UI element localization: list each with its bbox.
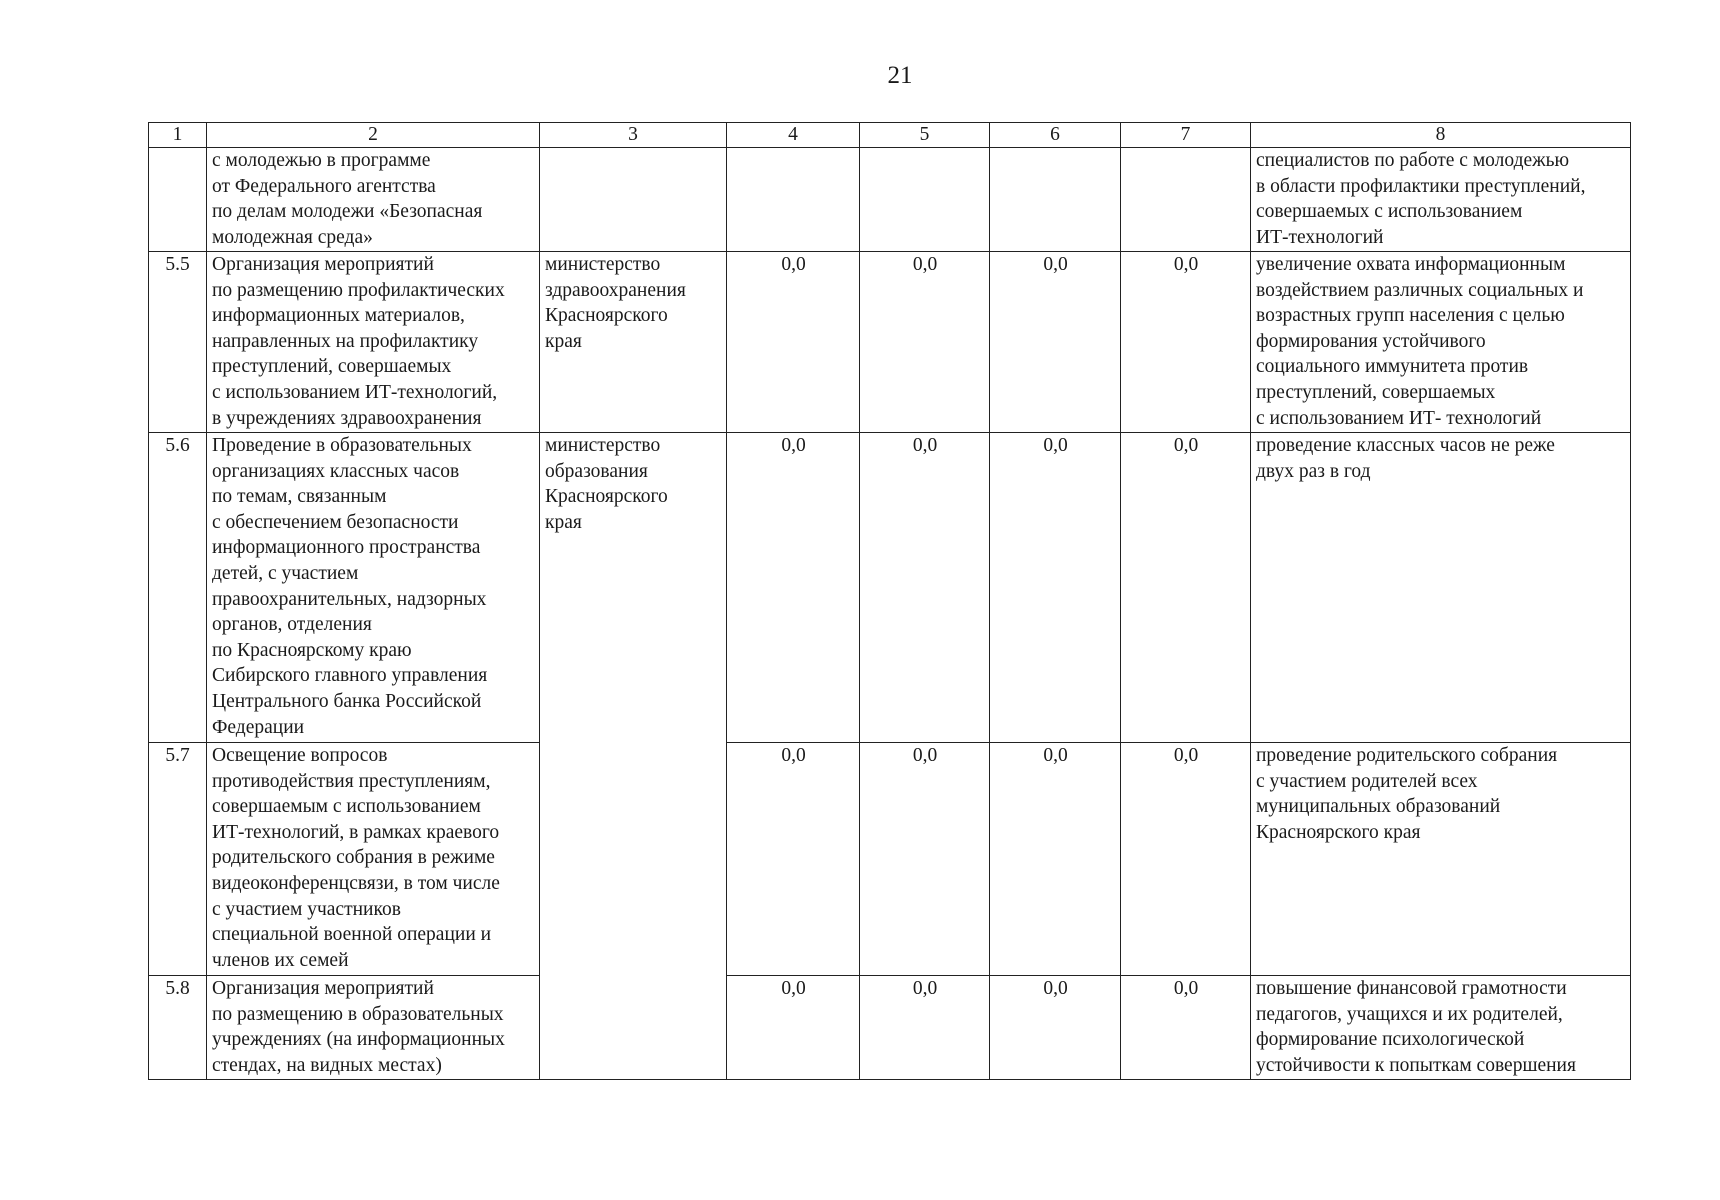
- value-cell-4: 0,0: [727, 252, 860, 433]
- event-cell: Освещение вопросов противодействия преступлениям, совершаемым с использованием ИТ-технологий, в рамках краевого родительского собрания в режиме видеоконференцсвязи, в том числе с участием участников специальной военной операции и членов их семей: [207, 743, 540, 976]
- event-cell: Организация мероприятий по размещению в образовательных учреждениях (на информационных стендах, на видных местах): [207, 976, 540, 1080]
- column-number: 3: [540, 123, 727, 148]
- row-number: 5.8: [149, 976, 207, 1080]
- table-row: [149, 148, 1631, 252]
- table-row: [149, 252, 1631, 433]
- value-cell-6: [990, 148, 1121, 252]
- column-number: 2: [207, 123, 540, 148]
- table-row: [149, 976, 1631, 1080]
- column-number-row: [149, 123, 1631, 148]
- value-cell-6: 0,0: [990, 743, 1121, 976]
- value-cell-7: 0,0: [1121, 252, 1251, 433]
- column-number: 8: [1251, 123, 1631, 148]
- value-cell-4: 0,0: [727, 976, 860, 1080]
- measures-table: [148, 122, 1631, 1080]
- row-number: 5.6: [149, 433, 207, 743]
- event-cell: Проведение в образовательных организациях классных часов по темам, связанным с обеспечением безопасности информационного пространства детей, с участием правоохранительных, надзорных органов, отделения по Красноярскому краю Сибирского главного управления Центрального банка Российской Федерации: [207, 433, 540, 743]
- column-number: 5: [860, 123, 990, 148]
- event-cell: Организация мероприятий по размещению профилактических информационных материалов, направленных на профилактику преступлений, совершаемых с использованием ИТ-технологий, в учреждениях здравоохранения: [207, 252, 540, 433]
- column-number: 7: [1121, 123, 1251, 148]
- value-cell-7: 0,0: [1121, 976, 1251, 1080]
- result-cell: проведение классных часов не реже двух раз в год: [1251, 433, 1631, 743]
- value-cell-5: 0,0: [860, 433, 990, 743]
- executor-cell: министерство здравоохранения Красноярского края: [540, 252, 727, 433]
- value-cell-7: 0,0: [1121, 433, 1251, 743]
- result-cell: увеличение охвата информационным воздействием различных социальных и возрастных групп населения с целью формирования устойчивого социального иммунитета против преступлений, совершаемых с использованием ИТ- технологий: [1251, 252, 1631, 433]
- value-cell-7: [1121, 148, 1251, 252]
- result-cell: проведение родительского собрания с участием родителей всех муниципальных образований Красноярского края: [1251, 743, 1631, 976]
- value-cell-6: 0,0: [990, 976, 1121, 1080]
- value-cell-5: 0,0: [860, 976, 990, 1080]
- column-number: 4: [727, 123, 860, 148]
- row-number: 5.7: [149, 743, 207, 976]
- value-cell-7: 0,0: [1121, 743, 1251, 976]
- result-cell: повышение финансовой грамотности педагогов, учащихся и их родителей, формирование психологической устойчивости к попыткам совершения: [1251, 976, 1631, 1080]
- column-number: 6: [990, 123, 1121, 148]
- value-cell-5: [860, 148, 990, 252]
- event-cell: с молодежью в программе от Федерального агентства по делам молодежи «Безопасная молодежная среда»: [207, 148, 540, 252]
- value-cell-5: 0,0: [860, 252, 990, 433]
- executor-cell: [540, 148, 727, 252]
- value-cell-4: 0,0: [727, 433, 860, 743]
- value-cell-6: 0,0: [990, 433, 1121, 743]
- executor-cell: министерство образования Красноярского края: [540, 433, 727, 1080]
- value-cell-4: 0,0: [727, 743, 860, 976]
- row-number: [149, 148, 207, 252]
- result-cell: специалистов по работе с молодежью в области профилактики преступлений, совершаемых с использованием ИТ-технологий: [1251, 148, 1631, 252]
- column-number: 1: [149, 123, 207, 148]
- value-cell-4: [727, 148, 860, 252]
- page-number: 21: [887, 62, 913, 89]
- row-number: 5.5: [149, 252, 207, 433]
- value-cell-6: 0,0: [990, 252, 1121, 433]
- table-row: [149, 743, 1631, 976]
- value-cell-5: 0,0: [860, 743, 990, 976]
- table-row: [149, 433, 1631, 743]
